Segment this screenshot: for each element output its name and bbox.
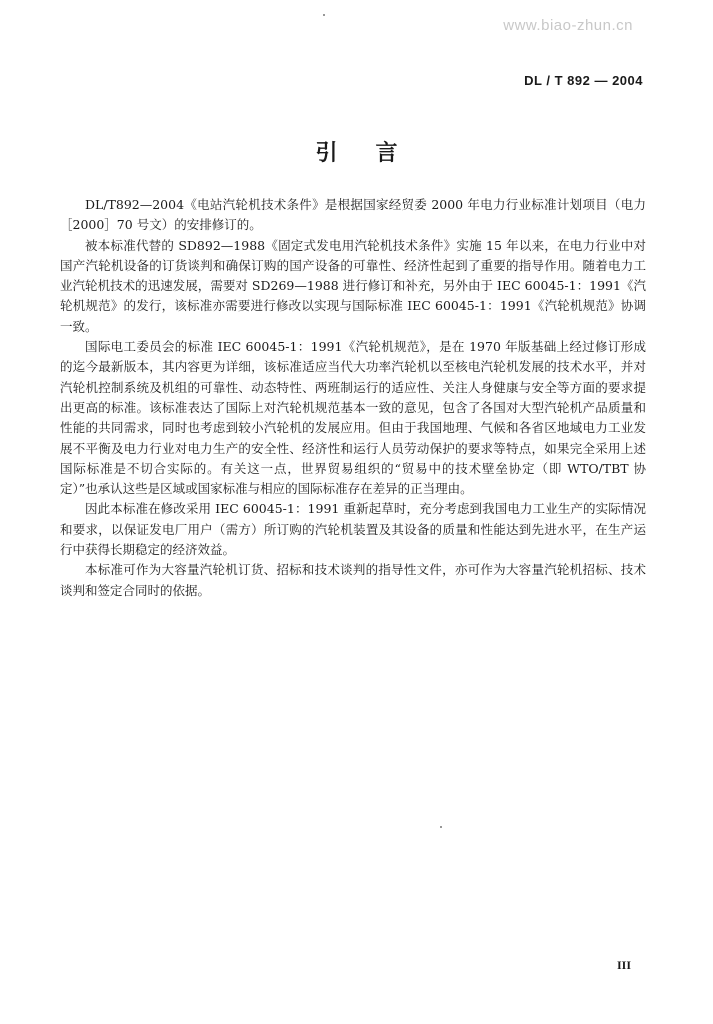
paragraph-2: 被本标准代替的 SD892—1988《固定式发电用汽轮机技术条件》实施 15 年以来，在电力行业中对国产汽轮机设备的订货谈判和确保订购的国产设备的可靠性、经济性起到了重要的指导作用。随着电力工业汽轮机技术的迅速发展，需要对 SD269—1988 进行修订和补充，另外由于 IEC 60045-1：1991《汽轮机规范》的发行，该标准亦需要进行修改以实现与国际标准 IEC 60045-1：1991《汽轮机规范》协调一致。	[60, 237, 646, 334]
watermark: www.biao-zhun.cn	[503, 17, 633, 34]
page-title: 引言	[315, 140, 436, 166]
scan-speck	[440, 826, 442, 828]
scan-speck	[323, 14, 325, 16]
paragraph-5: 本标准可作为大容量汽轮机订货、招标和技术谈判的指导性文件，亦可作为大容量汽轮机招标、技术谈判和签定合同时的依据。	[60, 562, 646, 598]
paragraph-1: DL/T892—2004《电站汽轮机技术条件》是根据国家经贸委 2000 年电力行业标准计划项目（电力［2000］70 号文）的安排修订的。	[60, 197, 646, 233]
introduction-body	[60, 195, 646, 601]
standard-code: DL / T 892 — 2004	[524, 73, 643, 88]
paragraph-3: 国际电工委员会的标准 IEC 60045-1：1991《汽轮机规范》，是在 1970 年版基础上经过修订形成的迄今最新版本，其内容更为详细，该标准适应当代大功率汽轮机以至核电汽轮机发展的技术水平，并对汽轮机控制系统及机组的可靠性、动态特性、两班制运行的适应性、关注人身健康与安全等方面的要求提出更高的标准。该标准表达了国际上对汽轮机规范基本一致的意见，包含了各国对大型汽轮机产品质量和性能的共同需求，同时也考虑到较小汽轮机的发展应用。但由于我国地理、气候和各省区地域电力工业发展不平衡及电力行业对电力生产的安全性、经济性和运行人员劳动保护的要求等特点，如果完全采用上述国际标准是不切合实际的。有关这一点，世界贸易组织的“贸易中的技术壁垒协定（即 WTO/TBT 协定）”也承认这些是区域或国家标准与相应的国际标准存在差异的正当理由。	[60, 339, 646, 497]
paragraph-4: 因此本标准在修改采用 IEC 60045-1：1991 重新起草时，充分考虑到我国电力工业生产的实际情况和要求，以保证发电厂用户（需方）所订购的汽轮机装置及其设备的质量和性能达到先进水平，在生产运行中获得长期稳定的经济效益。	[60, 501, 646, 558]
page-number: III	[616, 958, 631, 972]
